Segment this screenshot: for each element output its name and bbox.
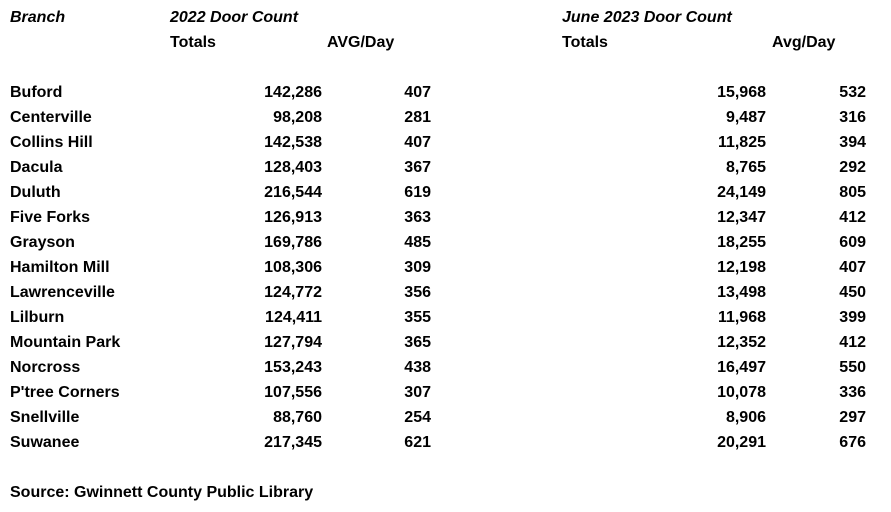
totals-header-2022: Totals (170, 34, 216, 51)
totals-header-2023: Totals (562, 34, 608, 51)
totals-2023-cell: 12,347 (717, 209, 766, 226)
totals-2023-cell: 15,968 (717, 84, 766, 101)
avg-2022-cell: 309 (404, 259, 431, 276)
avg-2022-cell: 619 (404, 184, 431, 201)
avg-2022-cell: 363 (404, 209, 431, 226)
table-row (0, 234, 891, 259)
avg-2022-cell: 307 (404, 384, 431, 401)
branch-name: Duluth (10, 184, 61, 201)
avg-2022-cell: 355 (404, 309, 431, 326)
table-row (0, 334, 891, 359)
avg-2023-cell: 532 (839, 84, 866, 101)
table-row (0, 159, 891, 184)
avg-2023-cell: 336 (839, 384, 866, 401)
avg-header-2022: AVG/Day (327, 34, 395, 51)
avg-2022-cell: 365 (404, 334, 431, 351)
totals-2022-cell: 98,208 (273, 109, 322, 126)
totals-2022-cell: 88,760 (273, 409, 322, 426)
table-row (0, 259, 891, 284)
avg-2022-cell: 621 (404, 434, 431, 451)
table-row (0, 309, 891, 334)
branch-name: Centerville (10, 109, 92, 126)
totals-2022-cell: 142,286 (264, 84, 322, 101)
avg-2023-cell: 550 (839, 359, 866, 376)
totals-2023-cell: 11,825 (717, 134, 766, 151)
branch-name: Norcross (10, 359, 81, 376)
avg-2023-cell: 399 (839, 309, 866, 326)
totals-2023-cell: 16,497 (717, 359, 766, 376)
branch-name: P'tree Corners (10, 384, 120, 401)
avg-2023-cell: 676 (839, 434, 866, 451)
totals-2022-cell: 217,345 (264, 434, 322, 451)
totals-2023-cell: 24,149 (717, 184, 766, 201)
avg-header-2023: Avg/Day (772, 34, 836, 51)
branch-name: Dacula (10, 159, 63, 176)
branch-name: Buford (10, 84, 63, 101)
branch-name: Suwanee (10, 434, 80, 451)
table-row (0, 409, 891, 434)
totals-2022-cell: 216,544 (264, 184, 322, 201)
table-row (0, 284, 891, 309)
totals-2022-cell: 126,913 (264, 209, 322, 226)
table-row (0, 359, 891, 384)
avg-2022-cell: 407 (404, 84, 431, 101)
totals-2023-cell: 13,498 (717, 284, 766, 301)
avg-2022-cell: 356 (404, 284, 431, 301)
totals-2023-cell: 9,487 (725, 109, 766, 126)
avg-2023-cell: 407 (839, 259, 866, 276)
table-row (0, 109, 891, 134)
branch-name: Snellville (10, 409, 80, 426)
table-row (0, 184, 891, 209)
totals-2023-cell: 8,765 (725, 159, 766, 176)
avg-2023-cell: 316 (839, 109, 866, 126)
avg-2022-cell: 485 (404, 234, 431, 251)
branch-name: Mountain Park (10, 334, 121, 351)
branch-header: Branch (10, 9, 66, 26)
avg-2023-cell: 412 (839, 334, 866, 351)
table-row (0, 384, 891, 409)
avg-2023-cell: 412 (839, 209, 866, 226)
source-note: Source: Gwinnett County Public Library (10, 484, 314, 501)
totals-2022-cell: 107,556 (264, 384, 322, 401)
branch-name: Grayson (10, 234, 75, 251)
totals-2022-cell: 108,306 (264, 259, 322, 276)
totals-2023-cell: 10,078 (717, 384, 766, 401)
avg-2023-cell: 297 (839, 409, 866, 426)
totals-2023-cell: 11,968 (717, 309, 766, 326)
branch-name: Collins Hill (10, 134, 93, 151)
branch-name: Lawrenceville (10, 284, 115, 301)
totals-2022-cell: 153,243 (264, 359, 322, 376)
avg-2022-cell: 254 (404, 409, 431, 426)
branch-name: Lilburn (10, 309, 65, 326)
totals-2023-cell: 20,291 (717, 434, 766, 451)
totals-2022-cell: 124,411 (265, 309, 322, 326)
totals-2022-cell: 128,403 (264, 159, 322, 176)
totals-2023-cell: 8,906 (725, 409, 766, 426)
table-row (0, 84, 891, 109)
avg-2022-cell: 407 (404, 134, 431, 151)
avg-2022-cell: 367 (404, 159, 431, 176)
avg-2022-cell: 438 (404, 359, 431, 376)
avg-2023-cell: 805 (839, 184, 866, 201)
totals-2022-cell: 127,794 (264, 334, 322, 351)
totals-2023-cell: 18,255 (717, 234, 766, 251)
table-row (0, 134, 891, 159)
avg-2023-cell: 450 (839, 284, 866, 301)
table-row (0, 209, 891, 234)
group-header-2023: June 2023 Door Count (562, 9, 732, 26)
avg-2022-cell: 281 (404, 109, 431, 126)
totals-2023-cell: 12,352 (717, 334, 766, 351)
avg-2023-cell: 394 (839, 134, 866, 151)
avg-2023-cell: 609 (839, 234, 866, 251)
branch-name: Five Forks (10, 209, 91, 226)
branch-name: Hamilton Mill (10, 259, 110, 276)
group-header-2022: 2022 Door Count (170, 9, 299, 26)
totals-2022-cell: 142,538 (264, 134, 322, 151)
totals-2023-cell: 12,198 (717, 259, 766, 276)
totals-2022-cell: 124,772 (264, 284, 322, 301)
avg-2023-cell: 292 (839, 159, 866, 176)
table-row (0, 434, 891, 459)
totals-2022-cell: 169,786 (264, 234, 322, 251)
